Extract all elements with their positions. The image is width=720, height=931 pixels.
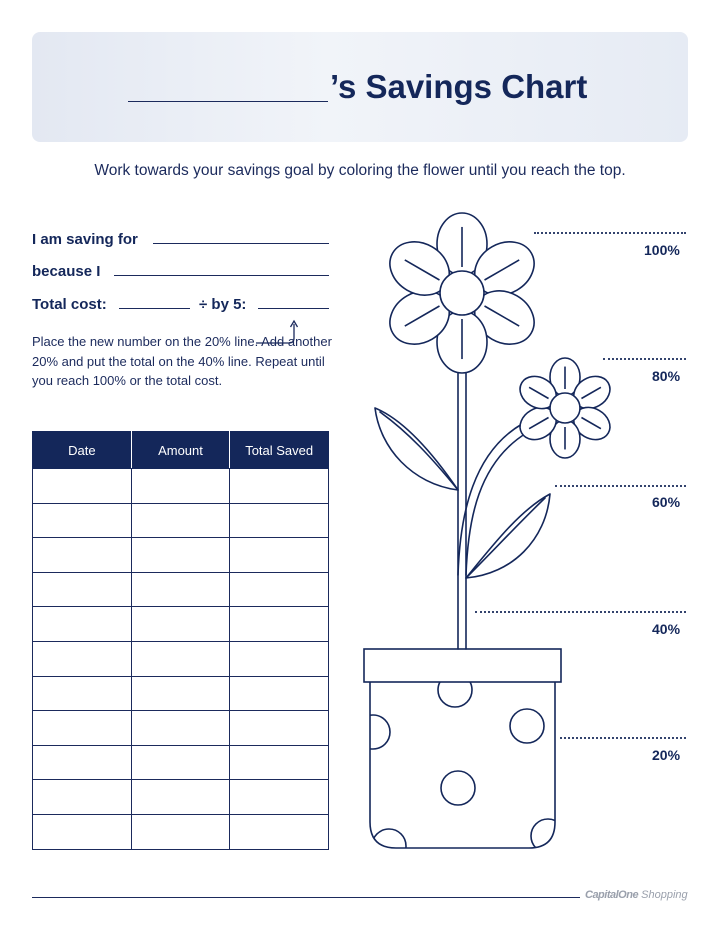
saving-for-label: I am saving for — [32, 231, 138, 248]
brand-logo — [585, 889, 688, 901]
level-label-80: 80% — [652, 368, 681, 384]
level-line-60 — [555, 485, 686, 487]
level-line-20 — [560, 737, 686, 739]
column-header-date: Date — [33, 432, 132, 469]
divide-by-five-label: ÷ by 5: — [199, 296, 247, 313]
brand-product: Shopping — [641, 889, 688, 901]
footer-divider — [32, 897, 580, 898]
level-label-60: 60% — [652, 494, 681, 510]
column-header-total-saved: Total Saved — [230, 432, 329, 469]
column-header-amount: Amount — [131, 432, 230, 469]
level-label-40: 40% — [652, 621, 681, 637]
instructions-text: Place the new number on the 20% line. Add another 20% and put the total on the 40% line. Repeat until you reach 100% or the total cost. — [32, 334, 332, 388]
level-line-80 — [603, 358, 686, 360]
level-label-100: 100% — [644, 242, 680, 258]
level-line-40 — [475, 611, 686, 613]
page-title: ’s Savings Chart — [330, 68, 588, 105]
level-label-20: 20% — [652, 747, 681, 763]
intro-text: Work towards your savings goal by coloring the flower until you reach the top. — [94, 162, 626, 179]
total-cost-label: Total cost: — [32, 296, 107, 313]
level-line-100 — [534, 232, 686, 234]
because-label: because I — [32, 263, 101, 280]
brand-name: CapitalOne — [585, 889, 639, 901]
